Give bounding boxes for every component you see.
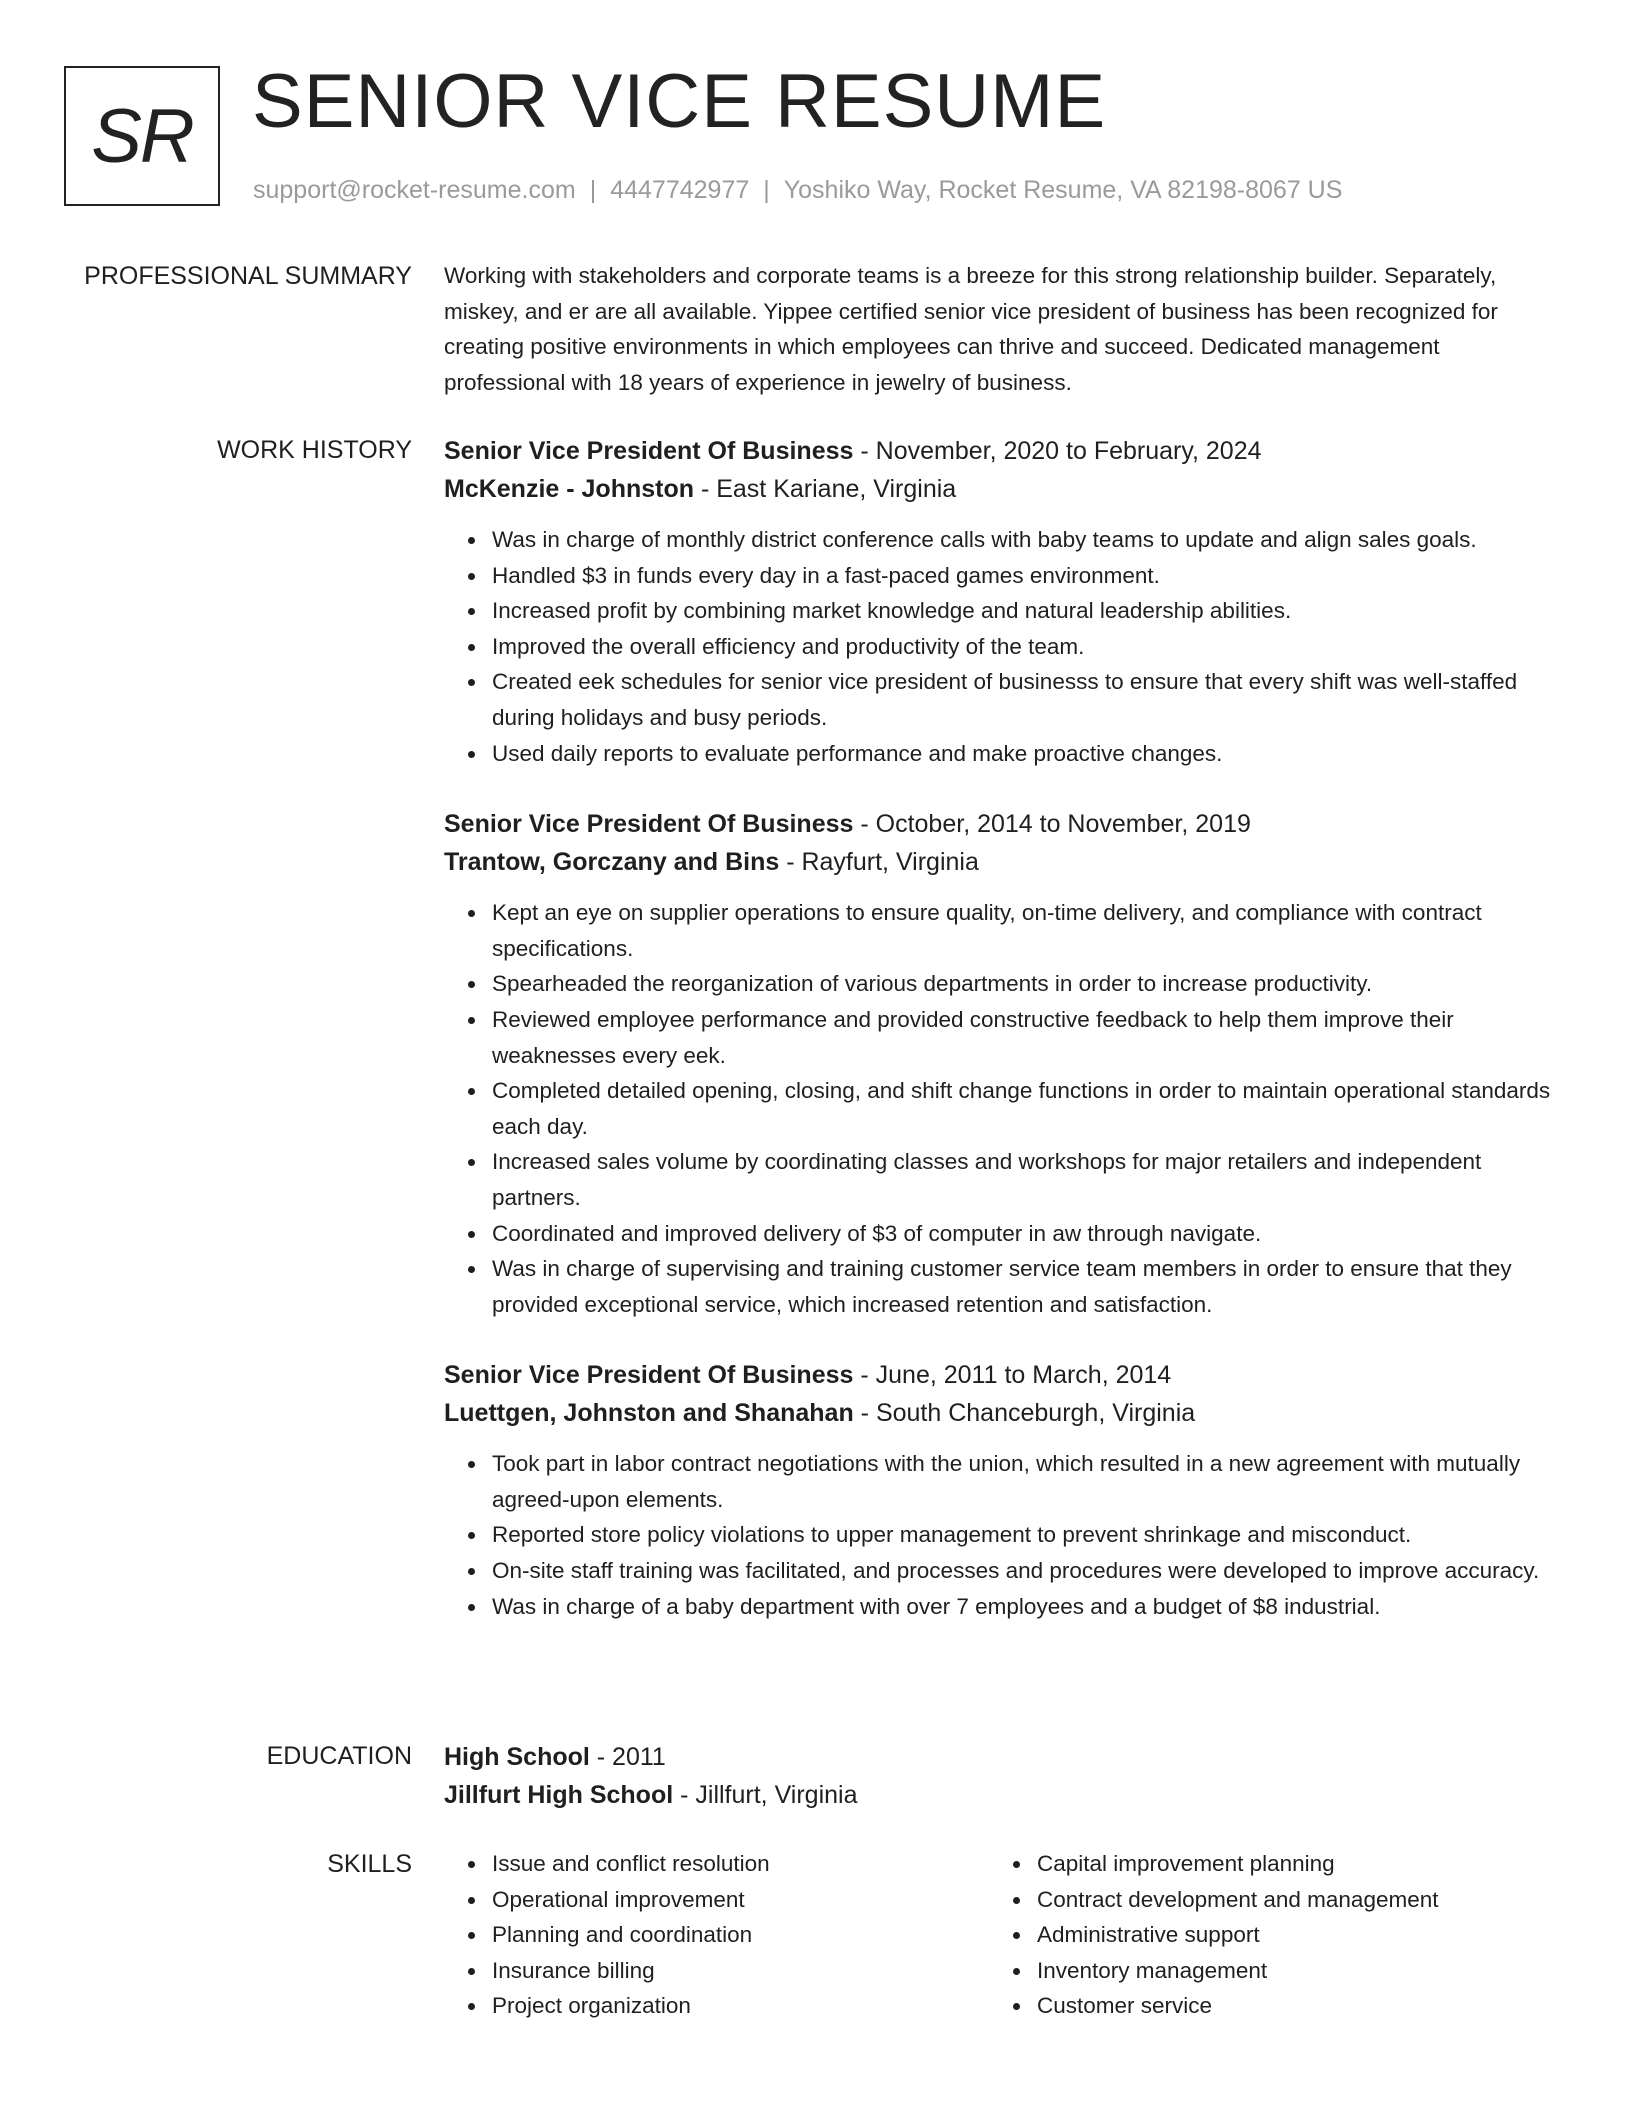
work-history-heading: WORK HISTORY xyxy=(217,436,412,464)
job-dates: - June, 2011 to March, 2014 xyxy=(853,1361,1172,1390)
job-title-line xyxy=(444,432,1556,470)
skill-item: • Project organization xyxy=(488,1988,989,2024)
monogram-box xyxy=(64,66,220,206)
education-heading: EDUCATION xyxy=(266,1742,412,1770)
skills-grid xyxy=(444,1846,1556,2024)
job-bullet: • Coordinated and improved delivery of $3 of computer in aw through navigate. xyxy=(488,1216,1556,1252)
skills-body xyxy=(444,1846,1556,2024)
job-title: Senior Vice President Of Business xyxy=(444,1361,854,1390)
job-bullet: • Completed detailed opening, closing, and shift change functions in order to maintain operational standards each day. xyxy=(488,1073,1556,1144)
job-bullet: • Created eek schedules for senior vice president of businesss to ensure that every shift was well-staffed during holidays and busy periods. xyxy=(488,664,1556,735)
job-location: - East Kariane, Virginia xyxy=(694,475,957,503)
summary-body xyxy=(444,258,1556,400)
job-dates: - October, 2014 to November, 2019 xyxy=(853,810,1251,839)
skill-item: • Customer service xyxy=(1033,1988,1534,2024)
skill-item: • Capital improvement planning xyxy=(1033,1846,1534,1882)
skills-list-left xyxy=(444,1846,989,2024)
job-location: - Rayfurt, Virginia xyxy=(779,848,979,877)
job-title: Senior Vice President Of Business xyxy=(444,437,854,465)
contact-line xyxy=(253,174,1342,207)
monogram-initials: SR xyxy=(91,93,193,179)
job-bullets xyxy=(444,1446,1556,1624)
skill-item: • Planning and coordination xyxy=(488,1917,989,1953)
job-bullet: • On-site staff training was facilitated, and processes and procedures were developed to improve accuracy. xyxy=(488,1553,1556,1589)
job-bullet: • Kept an eye on supplier operations to ensure quality, on-time delivery, and compliance with contract specifications. xyxy=(488,895,1556,966)
education-location: - Jillfurt, Virginia xyxy=(673,1781,858,1809)
job-bullet: • Handled $3 in funds every day in a fast-paced games environment. xyxy=(488,558,1556,594)
job-bullet: • Spearheaded the reorganization of various departments in order to increase productivity. xyxy=(488,966,1556,1002)
education-school-line xyxy=(444,1776,1556,1814)
job-dates: - November, 2020 to February, 2024 xyxy=(853,437,1262,465)
resume-name: SENIOR VICE RESUME xyxy=(252,59,1107,144)
contact-separator: | xyxy=(589,176,597,204)
job-company-line xyxy=(444,1394,1556,1432)
education-degree-line xyxy=(444,1738,1556,1776)
skills-heading: SKILLS xyxy=(327,1850,412,1878)
job-location: - South Chanceburgh, Virginia xyxy=(853,1399,1196,1428)
job-bullet: • Took part in labor contract negotiations with the union, which resulted in a new agreement with mutually agreed-upon elements. xyxy=(488,1446,1556,1517)
skill-item: • Administrative support xyxy=(1033,1917,1534,1953)
contact-separator: | xyxy=(763,176,770,204)
skill-item: • Contract development and management xyxy=(1033,1882,1534,1918)
job-company: Luettgen, Johnston and Shanahan xyxy=(444,1399,854,1428)
summary-text: Working with stakeholders and corporate teams is a breeze for this strong relationship builder. Separately, miskey, and er are all available. Yippee certified senior vice president of business has been recognized for creating positive environments in which employees can thrive and succeed. Dedicated management professional with 18 years of experience in jewelry of business. xyxy=(444,263,1498,395)
job-company: Trantow, Gorczany and Bins xyxy=(444,848,780,877)
education-school: Jillfurt High School xyxy=(444,1781,674,1809)
job-bullet: • Was in charge of a baby department with over 7 employees and a budget of $8 industrial. xyxy=(488,1589,1556,1625)
job-bullets xyxy=(444,895,1556,1322)
skill-item: • Operational improvement xyxy=(488,1882,989,1918)
job-bullet: • Increased sales volume by coordinating classes and workshops for major retailers and independent partners. xyxy=(488,1144,1556,1215)
job-bullets xyxy=(444,522,1556,771)
skills-list-right xyxy=(989,1846,1534,2024)
job-entry xyxy=(444,1356,1556,1624)
job-entry xyxy=(444,805,1556,1322)
job-bullet: • Used daily reports to evaluate performance and make proactive changes. xyxy=(488,736,1556,772)
work-history-body xyxy=(444,432,1556,1624)
education-year: - 2011 xyxy=(589,1743,666,1771)
job-bullet: • Was in charge of monthly district conference calls with baby teams to update and align sales goals. xyxy=(488,522,1556,558)
job-bullet: • Improved the overall efficiency and productivity of the team. xyxy=(488,629,1556,665)
job-title-line xyxy=(444,1356,1556,1394)
job-entry xyxy=(444,432,1556,771)
job-company-line xyxy=(444,470,1556,508)
job-bullet: • Was in charge of supervising and training customer service team members in order to ensure that they provided exceptional service, which increased retention and satisfaction. xyxy=(488,1251,1556,1322)
skill-item: • Issue and conflict resolution xyxy=(488,1846,989,1882)
job-company-line xyxy=(444,843,1556,881)
education-degree: High School xyxy=(444,1743,590,1771)
contact-phone[interactable]: 4447742977 xyxy=(610,176,750,204)
job-company: McKenzie - Johnston xyxy=(444,475,695,503)
summary-heading: PROFESSIONAL SUMMARY xyxy=(84,262,412,290)
job-bullet: • Reviewed employee performance and provided constructive feedback to help them improve their weaknesses every eek. xyxy=(488,1002,1556,1073)
job-title: Senior Vice President Of Business xyxy=(444,810,854,839)
job-bullet: • Reported store policy violations to upper management to prevent shrinkage and misconduct. xyxy=(488,1517,1556,1553)
contact-email[interactable]: support@rocket-resume.com xyxy=(253,176,576,204)
skill-item: • Insurance billing xyxy=(488,1953,989,1989)
contact-address: Yoshiko Way, Rocket Resume, VA 82198-8067 US xyxy=(783,176,1343,204)
job-title-line xyxy=(444,805,1556,843)
job-bullet: • Increased profit by combining market knowledge and natural leadership abilities. xyxy=(488,593,1556,629)
skill-item: • Inventory management xyxy=(1033,1953,1534,1989)
education-body xyxy=(444,1738,1556,1814)
